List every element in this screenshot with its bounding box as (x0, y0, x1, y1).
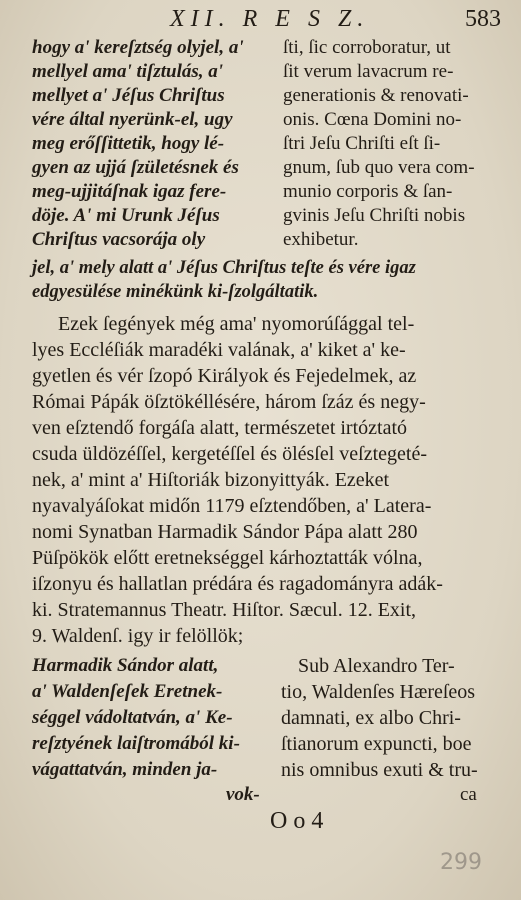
hu-line: mellyel ama' tiſztulás, a' (32, 61, 224, 82)
body-line: nek, a' mint a' Hiſtoriák bizonyittyák. Ezeket (32, 469, 390, 491)
body-line: nyavalyáſokat midőn 1179 eſztendőben, a' Latera- (32, 495, 432, 517)
hu-line: gyen az ujjá ſzületésnek és (32, 157, 239, 178)
la-line: ſtri Jeſu Chriſti eſt ſi- (283, 133, 441, 154)
signature-mark: O o 4 (270, 808, 324, 834)
hu-line: vágattatván, minden ja- (32, 759, 218, 780)
body-line: gyetlen és vér ſzopó Királyok és Fejedelmek, az (32, 365, 417, 387)
hu-line: séggel vádoltatván, a' Ke- (32, 707, 233, 728)
body-line: nomi Synatban Harmadik Sándor Pápa alatt 280 (32, 521, 418, 543)
body-line: lyes Eccléſiák maradéki valának, a' kiket a' ke- (32, 339, 406, 361)
la-line: nis omnibus exuti & tru- (281, 759, 478, 781)
la-line: ſit verum lavacrum re- (283, 61, 454, 82)
pencil-annotation: 299 (440, 850, 482, 875)
page-header (30, 4, 509, 36)
body-line: ven eſztendő forgáſa alatt, természetet irtóztató (32, 417, 408, 439)
la-line: damnati, ex albo Chri- (281, 707, 461, 729)
la-line: munio corporis & ſan- (283, 181, 453, 202)
italic-full-line: jel, a' mely alatt a' Jéſus Chriſtus teſte és vére igaz (32, 258, 416, 278)
running-head: XII. R E S Z. (170, 6, 370, 32)
la-line: gvinis Jeſu Chriſti nobis (283, 205, 466, 226)
body-line: 9. Waldenſ. igy ir felöllök; (32, 625, 244, 647)
hu-line: Chriſtus vacsorája oly (32, 229, 206, 250)
la-line: Sub Alexandro Ter- (298, 655, 455, 677)
hu-line: reſztyének laiſtromából ki- (32, 733, 240, 754)
hu-line: vére által nyerünk-el, ugy (32, 109, 233, 130)
italic-full-line: edgyesülése minékünk ki-ſzolgáltatik. (32, 282, 319, 302)
la-line: generationis & renovati- (283, 85, 469, 106)
hu-line: Harmadik Sándor alatt, (32, 655, 219, 676)
body-line: ki. Stratemannus Theatr. Hiſtor. Sæcul. 12. Exit, (32, 599, 417, 621)
body-line: csuda üldözéſſel, kergetéſſel és ölésſel veſztegeté- (32, 443, 428, 465)
hu-line: meg-ujjitáſnak igaz fere- (32, 181, 227, 202)
la-line: gnum, ſub quo vera com- (283, 157, 475, 178)
page-number: 583 (465, 6, 501, 32)
hu-line: mellyet a' Jéſus Chriſtus (32, 85, 225, 106)
la-line: onis. Cœna Domini no- (283, 109, 462, 130)
la-line: tio, Waldenſes Hæreſeos (281, 681, 476, 703)
la-line: ſtianorum expuncti, boe (281, 733, 472, 755)
la-line: ſti, ſic corroboratur, ut (283, 37, 451, 58)
hu-line: hogy a' kereſztség olyjel, a' (32, 37, 244, 58)
body-line: Római Pápák öſztökéllésére, három ſzáz és negy- (32, 391, 426, 413)
catchword-right: ca (460, 784, 477, 805)
catchword-left: vok- (226, 784, 260, 805)
la-line: exhibetur. (283, 229, 359, 250)
body-line: Püſpökök előtt eretnekséggel kárhoztatták vólna, (32, 547, 423, 569)
hu-line: a' Waldenſeſek Eretnek- (32, 681, 223, 702)
hu-line: döje. A' mi Urunk Jéſus (32, 205, 220, 226)
body-line: Ezek ſegények még ama' nyomorúſággal tel- (58, 313, 415, 335)
body-line: iſzonyu és hallatlan prédára és ragadományra adák- (32, 573, 443, 595)
hu-line: meg erőſſittetik, hogy lé- (32, 133, 225, 154)
